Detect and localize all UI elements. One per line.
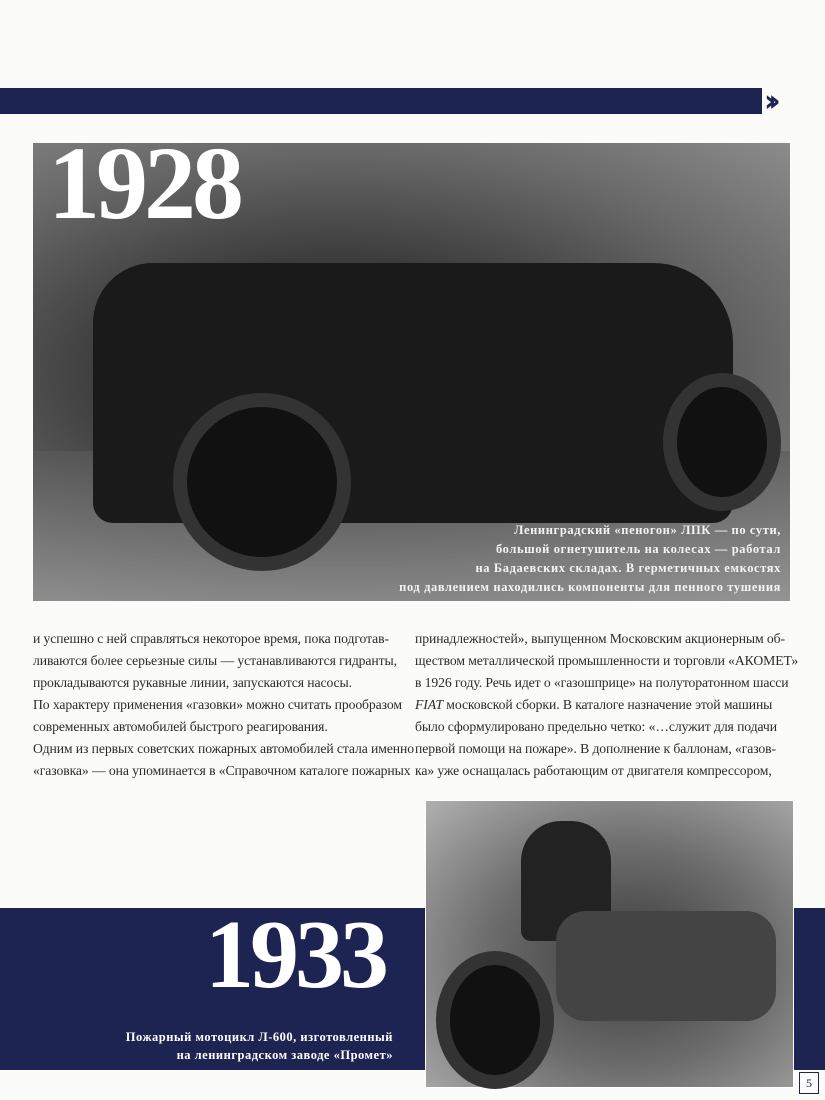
- caption-line: на ленинградском заводе «Промет»: [176, 1048, 393, 1062]
- photo-caption-1: [399, 521, 781, 597]
- caption-line: большой огнетушитель на колесах — работал: [495, 542, 781, 556]
- text-line: Одним из первых советских пожарных автомобилей стала именно: [33, 741, 414, 756]
- text-line: ливаются более серьезные силы — устанавливаются гидранты,: [33, 653, 397, 668]
- caption-line: под давлением находились компоненты для пенного тушения: [399, 580, 781, 594]
- text-line: По характеру применения «газовки» можно считать прообразом: [33, 697, 402, 712]
- caption-line: Пожарный мотоцикл Л-600, изготовленный: [125, 1030, 393, 1044]
- photo-caption-2: [126, 1028, 393, 1064]
- year-1928: 1928: [48, 126, 240, 241]
- fiat-italic: FIAT: [415, 697, 443, 712]
- text-line: современных автомобилей быстрого реагирования.: [33, 719, 328, 734]
- rear-wheel: [663, 373, 781, 511]
- header-bar: [0, 88, 762, 114]
- text-line: «газовка» — она упоминается в «Справочном каталоге пожарных: [33, 763, 411, 778]
- caption-line: на Бадаевских складах. В герметичных емкостях: [475, 561, 781, 575]
- page-number: 5: [799, 1072, 819, 1094]
- text-line: FIAT московской сборки. В каталоге назначение этой машины: [415, 697, 773, 712]
- front-wheel: [173, 393, 351, 571]
- text-column-left: [33, 628, 413, 782]
- text-column-right: [415, 628, 799, 782]
- text-line: первой помощи на пожаре». В дополнение к баллонам, «газов-: [415, 741, 776, 756]
- text-line: было сформулировано предельно четко: «…служит для подачи: [415, 719, 777, 734]
- double-chevron-right-icon: ››: [764, 84, 773, 119]
- caption-line: Ленинградский «пеногон» ЛПК — по сути,: [514, 523, 781, 537]
- text-line: ка» уже оснащалась работающим от двигателя компрессором,: [415, 763, 772, 778]
- motorcycle-wheel: [436, 951, 554, 1089]
- text-line: в 1926 году. Речь идет о «газошприце» на полуторатонном шасси: [415, 675, 789, 690]
- motorcycle-photo: [425, 800, 794, 1088]
- text-line: и успешно с ней справляться некоторое время, пока подготав-: [33, 631, 389, 646]
- sidecar: [556, 911, 776, 1021]
- text-line: принадлежностей», выпущенном Московским акционерным об-: [415, 631, 785, 646]
- year-1933: 1933: [205, 901, 385, 1009]
- text-line: прокладываются рукавные линии, запускаются насосы.: [33, 675, 352, 690]
- text-line: ществом металлической промышленности и торговли «АКОМЕТ»: [415, 653, 799, 668]
